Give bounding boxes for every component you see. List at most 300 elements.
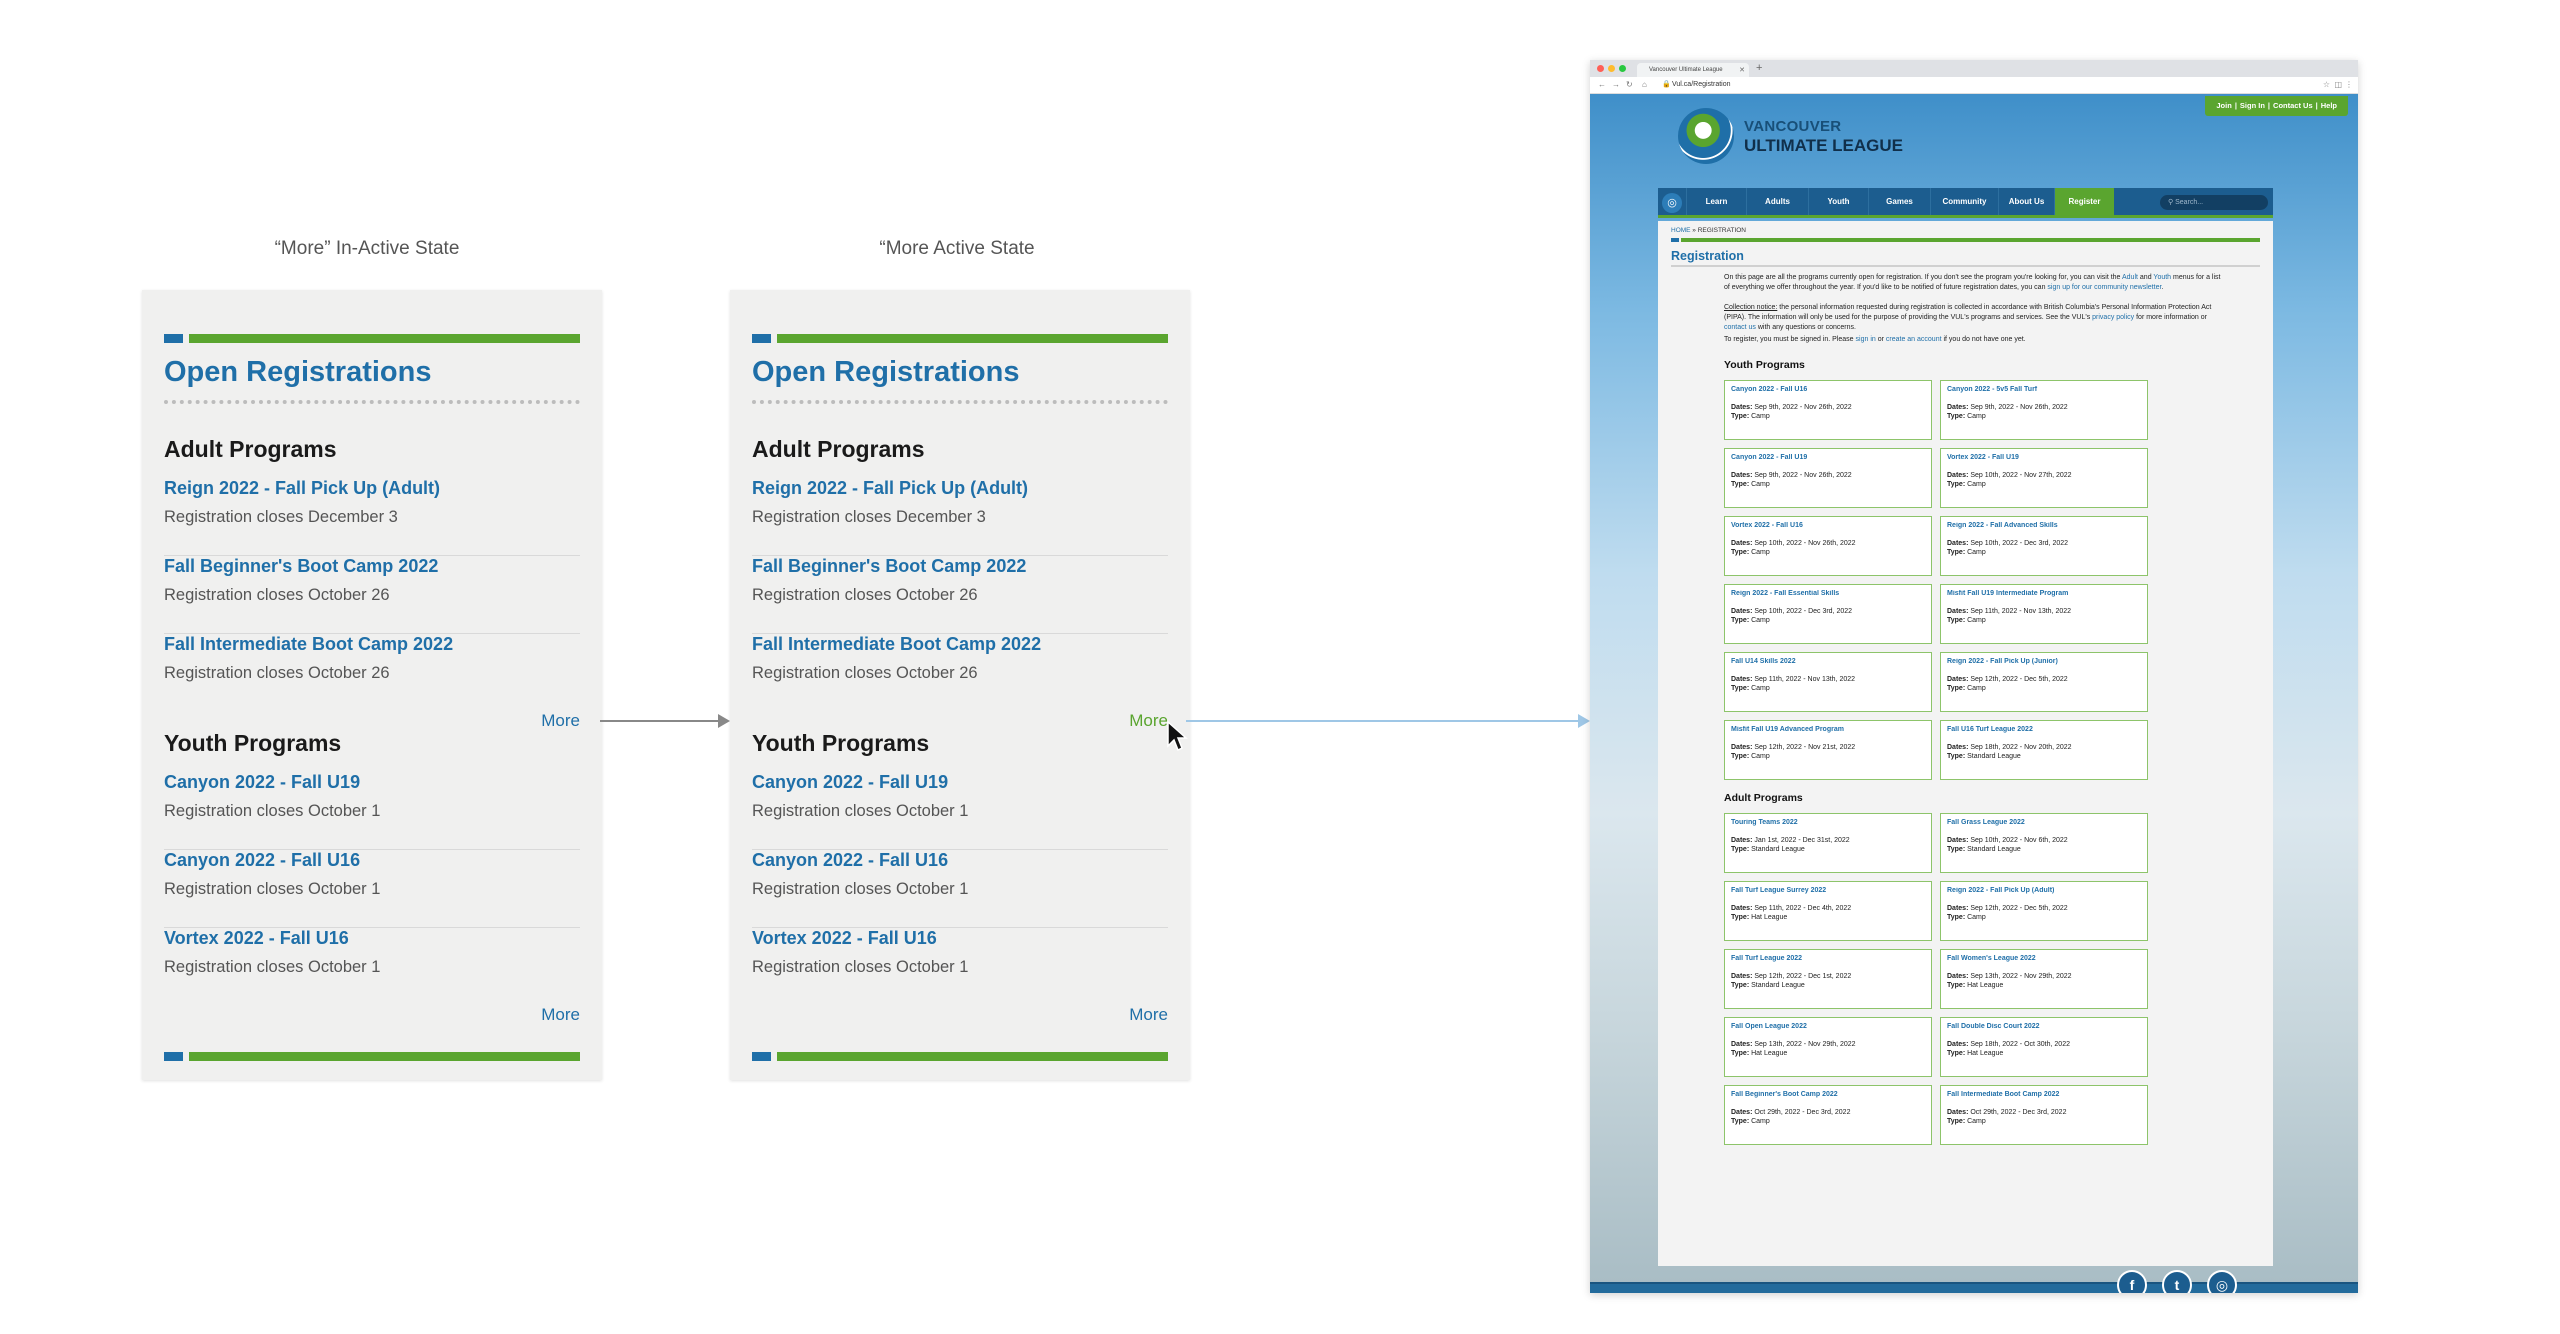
create-account-link[interactable]: create an account xyxy=(1885,336,1942,343)
utility-links: Join | Sign In | Contact Us | Help xyxy=(2205,96,2348,116)
content-accent-bar xyxy=(1671,238,2260,242)
page-title: Registration xyxy=(1671,249,1744,263)
dates-label: Dates: xyxy=(1731,404,1753,411)
list-item xyxy=(752,772,1168,850)
registration-closes: Registration closes October 1 xyxy=(752,958,969,976)
program-card-title[interactable]: Fall Double Disc Court 2022 xyxy=(1947,1023,2040,1030)
bookmark-star-icon[interactable]: ☆ xyxy=(2322,80,2330,89)
minimize-window-icon[interactable] xyxy=(1608,65,1615,72)
program-card-type xyxy=(1947,617,2141,624)
twitter-icon[interactable]: t xyxy=(2162,1270,2192,1293)
registration-closes: Registration closes October 1 xyxy=(164,880,381,898)
program-card xyxy=(1940,380,2148,440)
program-card-type xyxy=(1731,413,1925,420)
dates-label: Dates: xyxy=(1947,404,1969,411)
program-card-type xyxy=(1947,481,2141,488)
sign-in-inline-link[interactable]: sign in xyxy=(1855,336,1876,343)
notice-text: the personal information requested during registration is collected in accordance with British Columbia's Personal Information Protection Act (PIPA). The information will only be used for the purpose of providing the VUL's programs and services. See the VUL's xyxy=(1724,304,2212,321)
program-card-type xyxy=(1947,685,2141,692)
program-card xyxy=(1724,380,1932,440)
program-link[interactable]: Reign 2022 - Fall Pick Up (Adult) xyxy=(752,478,1029,498)
youth-programs-heading: Youth Programs xyxy=(1724,359,1805,371)
type-value: Camp xyxy=(1751,549,1770,556)
nav-community[interactable]: Community xyxy=(1930,188,1998,215)
sign-in-link[interactable]: Sign In xyxy=(2239,101,2265,110)
newsletter-signup-link[interactable]: sign up for our community newsletter xyxy=(2047,283,2162,291)
dates-value: Sep 18th, 2022 - Oct 30th, 2022 xyxy=(1970,1041,2070,1048)
program-link[interactable]: Fall Beginner's Boot Camp 2022 xyxy=(752,556,1027,576)
more-adult-link[interactable]: More xyxy=(541,711,580,730)
dates-value: Sep 10th, 2022 - Nov 27th, 2022 xyxy=(1970,472,2072,479)
program-card xyxy=(1724,720,1932,780)
browser-menu-icon[interactable]: ⋮ xyxy=(2345,80,2353,89)
forward-icon[interactable]: → xyxy=(1612,80,1620,89)
dotted-divider xyxy=(164,400,580,404)
program-card-type xyxy=(1947,549,2141,556)
program-card-dates xyxy=(1947,973,2141,980)
dates-label: Dates: xyxy=(1947,472,1969,479)
program-card-type xyxy=(1947,982,2141,989)
program-card-title[interactable]: Misfit Fall U19 Intermediate Program xyxy=(1947,590,2069,597)
mouse-pointer-icon xyxy=(1166,720,1190,752)
type-label: Type: xyxy=(1947,1050,1966,1057)
program-card-dates xyxy=(1947,744,2141,751)
list-item xyxy=(752,850,1168,928)
type-label: Type: xyxy=(1947,481,1966,488)
program-card-dates xyxy=(1947,404,2141,411)
program-card-type xyxy=(1731,914,1925,921)
type-value: Camp xyxy=(1751,413,1770,420)
program-card-title[interactable]: Reign 2022 - Fall Essential Skills xyxy=(1731,590,1840,597)
program-card-type xyxy=(1947,1118,2141,1125)
program-card xyxy=(1724,881,1932,941)
program-card-title[interactable]: Misfit Fall U19 Advanced Program xyxy=(1731,726,1844,733)
dates-label: Dates: xyxy=(1731,472,1753,479)
program-card-title[interactable]: Fall Beginner's Boot Camp 2022 xyxy=(1731,1091,1838,1098)
program-card-dates xyxy=(1947,676,2141,683)
list-item xyxy=(752,634,1168,712)
registration-closes: Registration closes December 3 xyxy=(752,508,986,526)
program-card-type xyxy=(1947,914,2141,921)
program-card-title[interactable]: Canyon 2022 - Fall U19 xyxy=(1731,454,1808,461)
intro-text: and xyxy=(2137,274,2154,281)
program-card xyxy=(1940,813,2148,873)
program-card-dates xyxy=(1947,472,2141,479)
privacy-policy-link[interactable]: privacy policy xyxy=(2092,313,2135,321)
registration-closes: Registration closes October 1 xyxy=(164,802,381,820)
program-card xyxy=(1940,949,2148,1009)
home-disc-icon[interactable]: ◎ xyxy=(1662,193,1682,213)
logo-text-line1: VANCOUVER xyxy=(1744,118,1842,135)
dates-value: Sep 12th, 2022 - Dec 1st, 2022 xyxy=(1754,973,1852,980)
type-label: Type: xyxy=(1731,549,1750,556)
lock-icon: 🔒 xyxy=(1662,81,1671,88)
nav-register[interactable]: Register xyxy=(2054,188,2114,215)
program-card-title[interactable]: Reign 2022 - Fall Pick Up (Adult) xyxy=(1947,887,2055,894)
widget-title: Open Registrations xyxy=(164,356,432,388)
program-card-dates xyxy=(1731,837,1925,844)
type-label: Type: xyxy=(1731,413,1750,420)
program-card-dates xyxy=(1731,676,1925,683)
program-card-dates xyxy=(1731,1041,1925,1048)
program-card xyxy=(1724,1085,1932,1145)
program-card-title[interactable]: Fall Open League 2022 xyxy=(1731,1023,1807,1030)
type-value: Camp xyxy=(1751,617,1770,624)
youth-programs-heading: Youth Programs xyxy=(164,730,342,756)
type-value: Camp xyxy=(1967,914,1986,921)
open-registrations-widget-inactive xyxy=(142,290,602,1080)
breadcrumb-current: REGISTRATION xyxy=(1697,227,1747,234)
program-card-title[interactable]: Canyon 2022 - 5v5 Fall Turf xyxy=(1947,386,2038,393)
program-card-dates xyxy=(1947,905,2141,912)
dates-value: Sep 9th, 2022 - Nov 26th, 2022 xyxy=(1754,404,1852,411)
type-label: Type: xyxy=(1947,413,1966,420)
intro-text: . xyxy=(2161,283,2164,291)
dates-label: Dates: xyxy=(1731,837,1753,844)
browser-tab-strip xyxy=(1590,60,2358,77)
program-card-dates xyxy=(1947,540,2141,547)
program-card xyxy=(1940,1085,2148,1145)
active-state-caption: “More Active State xyxy=(879,238,1035,259)
program-card xyxy=(1724,813,1932,873)
program-card-title[interactable]: Fall Turf League 2022 xyxy=(1731,955,1803,962)
program-card xyxy=(1724,1017,1932,1077)
type-value: Camp xyxy=(1967,617,1986,624)
type-value: Camp xyxy=(1751,481,1770,488)
dotted-divider xyxy=(752,400,1168,404)
collection-notice-label: Collection notice: xyxy=(1724,304,1778,311)
signin-text: if you do not have one yet. xyxy=(1941,336,2026,343)
inactive-state-caption: “More” In-Active State xyxy=(274,238,460,259)
registration-closes: Registration closes October 26 xyxy=(164,586,390,604)
program-card xyxy=(1940,881,2148,941)
type-value: Camp xyxy=(1751,753,1770,760)
new-tab-icon[interactable]: + xyxy=(1756,62,1763,74)
program-card-dates xyxy=(1731,608,1925,615)
dates-value: Sep 13th, 2022 - Nov 29th, 2022 xyxy=(1754,1041,1856,1048)
dates-value: Jan 1st, 2022 - Dec 31st, 2022 xyxy=(1754,837,1850,844)
dates-label: Dates: xyxy=(1731,676,1753,683)
website-page xyxy=(1590,94,2358,1293)
dates-value: Sep 10th, 2022 - Nov 26th, 2022 xyxy=(1754,540,1856,547)
program-link[interactable]: Fall Beginner's Boot Camp 2022 xyxy=(164,556,439,576)
type-value: Standard League xyxy=(1967,753,2021,760)
extensions-icon[interactable]: ◫ xyxy=(2334,80,2342,89)
program-card-dates xyxy=(1947,837,2141,844)
nav-games[interactable]: Games xyxy=(1868,188,1930,215)
program-card-dates xyxy=(1731,973,1925,980)
dates-label: Dates: xyxy=(1731,973,1753,980)
dates-value: Sep 11th, 2022 - Nov 13th, 2022 xyxy=(1970,608,2072,615)
dates-label: Dates: xyxy=(1947,1041,1969,1048)
list-item xyxy=(164,634,580,712)
program-card-title[interactable]: Fall Turf League Surrey 2022 xyxy=(1731,887,1827,894)
dates-value: Sep 10th, 2022 - Nov 6th, 2022 xyxy=(1970,837,2068,844)
instagram-icon[interactable]: ◎ xyxy=(2207,1270,2237,1293)
type-label: Type: xyxy=(1731,846,1750,853)
maximize-window-icon[interactable] xyxy=(1619,65,1626,72)
contact-us-link[interactable]: Contact Us xyxy=(2273,101,2313,110)
reload-icon[interactable]: ↻ xyxy=(1626,80,1633,89)
type-value: Camp xyxy=(1967,549,1986,556)
program-link[interactable]: Reign 2022 - Fall Pick Up (Adult) xyxy=(164,478,441,498)
program-card-title[interactable]: Touring Teams 2022 xyxy=(1731,819,1798,826)
more-adult-link-hover[interactable]: More xyxy=(1129,711,1168,730)
adult-menu-link[interactable]: Adult xyxy=(2122,274,2138,281)
dates-label: Dates: xyxy=(1731,905,1753,912)
breadcrumb xyxy=(1671,227,1746,234)
content-panel xyxy=(1658,221,2273,1266)
back-icon[interactable]: ← xyxy=(1598,80,1606,89)
type-value: Hat League xyxy=(1967,1050,2004,1057)
program-card-title[interactable]: Fall U14 Skills 2022 xyxy=(1731,658,1796,665)
list-item xyxy=(752,928,1168,1006)
program-card-title[interactable]: Reign 2022 - Fall Pick Up (Junior) xyxy=(1947,658,2058,665)
program-link[interactable]: Vortex 2022 - Fall U16 xyxy=(164,928,349,948)
more-youth-link[interactable]: More xyxy=(1129,1005,1168,1024)
program-card xyxy=(1724,949,1932,1009)
signin-text: or xyxy=(1875,336,1886,343)
list-item xyxy=(164,478,580,556)
program-card-title[interactable]: Fall Intermediate Boot Camp 2022 xyxy=(1947,1091,2060,1098)
arrow-head-icon xyxy=(718,714,730,728)
list-item xyxy=(164,850,580,928)
dates-label: Dates: xyxy=(1947,744,1969,751)
dates-label: Dates: xyxy=(1947,540,1969,547)
type-value: Camp xyxy=(1967,685,1986,692)
registration-closes: Registration closes October 26 xyxy=(164,664,390,682)
dates-value: Sep 12th, 2022 - Nov 21st, 2022 xyxy=(1754,744,1856,751)
program-card xyxy=(1724,584,1932,644)
program-card-dates xyxy=(1731,1109,1925,1116)
program-card-dates xyxy=(1731,472,1925,479)
dates-value: Sep 11th, 2022 - Dec 4th, 2022 xyxy=(1754,905,1852,912)
main-navigation xyxy=(1658,188,2273,218)
title-divider xyxy=(1671,265,2260,267)
program-card-type xyxy=(1731,481,1925,488)
program-card-dates xyxy=(1731,744,1925,751)
browser-tab[interactable] xyxy=(1637,63,1749,77)
browser-address-bar xyxy=(1590,77,2358,94)
program-link[interactable]: Canyon 2022 - Fall U16 xyxy=(164,850,361,870)
program-card-type xyxy=(1731,549,1925,556)
registration-closes: Registration closes October 26 xyxy=(752,586,978,604)
widget-top-bar xyxy=(164,334,580,343)
dates-label: Dates: xyxy=(1947,837,1969,844)
dates-value: Sep 9th, 2022 - Nov 26th, 2022 xyxy=(1970,404,2068,411)
type-label: Type: xyxy=(1731,1050,1750,1057)
program-card-type xyxy=(1947,1050,2141,1057)
type-value: Hat League xyxy=(1751,1050,1788,1057)
registration-closes: Registration closes October 1 xyxy=(164,958,381,976)
facebook-icon[interactable]: f xyxy=(2117,1270,2147,1293)
site-search-input[interactable] xyxy=(2160,195,2268,210)
type-label: Type: xyxy=(1731,617,1750,624)
type-label: Type: xyxy=(1947,982,1966,989)
notice-text: with any questions or concerns. xyxy=(1755,323,1856,331)
program-link[interactable]: Fall Intermediate Boot Camp 2022 xyxy=(752,634,1042,654)
adult-programs-heading: Adult Programs xyxy=(752,436,925,462)
program-card-title[interactable]: Fall Women's League 2022 xyxy=(1947,955,2036,962)
dates-label: Dates: xyxy=(1947,1109,1969,1116)
more-youth-link[interactable]: More xyxy=(541,1005,580,1024)
nav-adults[interactable]: Adults xyxy=(1746,188,1808,215)
open-registrations-widget-active xyxy=(730,290,1190,1080)
widget-title: Open Registrations xyxy=(752,356,1020,388)
program-card xyxy=(1724,652,1932,712)
program-card xyxy=(1724,448,1932,508)
program-card-title[interactable]: Vortex 2022 - Fall U16 xyxy=(1731,522,1803,529)
type-label: Type: xyxy=(1947,846,1966,853)
dates-label: Dates: xyxy=(1947,608,1969,615)
program-card-title[interactable]: Fall Grass League 2022 xyxy=(1947,819,2025,826)
program-card-type xyxy=(1731,1118,1925,1125)
contact-us-link[interactable]: contact us xyxy=(1724,323,1756,331)
signin-text: To register, you must be signed in. Please xyxy=(1724,336,1856,343)
type-label: Type: xyxy=(1947,914,1966,921)
adult-programs-heading: Adult Programs xyxy=(1724,792,1803,804)
browser-window xyxy=(1590,60,2358,1293)
dates-label: Dates: xyxy=(1731,540,1753,547)
dates-label: Dates: xyxy=(1947,973,1969,980)
type-value: Camp xyxy=(1967,481,1986,488)
adult-programs-heading: Adult Programs xyxy=(164,436,337,462)
program-link[interactable]: Canyon 2022 - Fall U16 xyxy=(752,850,949,870)
type-value: Standard League xyxy=(1967,846,2021,853)
type-label: Type: xyxy=(1947,617,1966,624)
program-card-title[interactable]: Canyon 2022 - Fall U16 xyxy=(1731,386,1808,393)
program-card xyxy=(1940,448,2148,508)
program-card-type xyxy=(1731,617,1925,624)
program-card-type xyxy=(1731,982,1925,989)
program-card-dates xyxy=(1731,540,1925,547)
intro-paragraph xyxy=(1724,273,2224,293)
list-item xyxy=(164,772,580,850)
dates-value: Sep 12th, 2022 - Dec 5th, 2022 xyxy=(1970,676,2068,683)
program-card-type xyxy=(1947,753,2141,760)
dates-label: Dates: xyxy=(1731,608,1753,615)
search-placeholder: Search... xyxy=(2175,199,2204,206)
flow-arrow xyxy=(600,720,722,722)
program-card-type xyxy=(1947,413,2141,420)
youth-menu-link[interactable]: Youth xyxy=(2153,274,2172,281)
nav-about-us[interactable]: About Us xyxy=(1998,188,2054,215)
program-card-dates xyxy=(1947,1109,2141,1116)
program-link[interactable]: Fall Intermediate Boot Camp 2022 xyxy=(164,634,454,654)
nav-learn[interactable]: Learn xyxy=(1686,188,1746,215)
type-label: Type: xyxy=(1947,1118,1966,1125)
vul-logo[interactable] xyxy=(1678,108,1734,164)
program-card-type xyxy=(1731,1050,1925,1057)
program-card-title[interactable]: Reign 2022 - Fall Advanced Skills xyxy=(1947,522,2058,529)
intro-text: menus for a list of everything we offer throughout the year. If you'd like to be notified of future registration dates, you can xyxy=(1724,274,2221,291)
widget-bottom-bar xyxy=(164,1052,580,1061)
type-value: Hat League xyxy=(1967,982,2004,989)
program-card xyxy=(1940,584,2148,644)
type-label: Type: xyxy=(1947,685,1966,692)
flow-arrow xyxy=(1186,720,1582,722)
site-footer xyxy=(1590,1284,2358,1293)
dates-label: Dates: xyxy=(1947,676,1969,683)
program-card xyxy=(1724,516,1932,576)
registration-closes: Registration closes October 26 xyxy=(752,664,978,682)
program-card-type xyxy=(1731,753,1925,760)
registration-closes: Registration closes October 1 xyxy=(752,880,969,898)
notice-text: for more information or xyxy=(2134,313,2207,321)
close-window-icon[interactable] xyxy=(1597,65,1604,72)
nav-youth[interactable]: Youth xyxy=(1808,188,1868,215)
program-card-title[interactable]: Vortex 2022 - Fall U19 xyxy=(1947,454,2019,461)
program-card xyxy=(1940,516,2148,576)
program-card-title[interactable]: Fall U16 Turf League 2022 xyxy=(1947,726,2033,733)
program-card-type xyxy=(1947,846,2141,853)
program-card-dates xyxy=(1947,608,2141,615)
registration-closes: Registration closes December 3 xyxy=(164,508,398,526)
type-label: Type: xyxy=(1947,549,1966,556)
type-label: Type: xyxy=(1731,481,1750,488)
breadcrumb-home[interactable]: HOME xyxy=(1671,227,1691,234)
type-label: Type: xyxy=(1731,1118,1750,1125)
home-icon[interactable]: ⌂ xyxy=(1642,80,1647,89)
url-input[interactable]: Vul.ca/Registration xyxy=(1672,81,1731,88)
dates-value: Sep 13th, 2022 - Nov 29th, 2022 xyxy=(1970,973,2072,980)
program-link[interactable]: Canyon 2022 - Fall U19 xyxy=(752,772,949,792)
type-label: Type: xyxy=(1731,753,1750,760)
dates-value: Sep 11th, 2022 - Nov 13th, 2022 xyxy=(1754,676,1856,683)
sign-in-paragraph xyxy=(1724,335,2224,345)
logo-text-line2: ULTIMATE LEAGUE xyxy=(1744,136,1903,155)
dates-value: Oct 29th, 2022 - Dec 3rd, 2022 xyxy=(1754,1109,1851,1116)
help-link[interactable]: Help xyxy=(2320,101,2337,110)
dates-value: Sep 12th, 2022 - Dec 5th, 2022 xyxy=(1970,905,2068,912)
type-value: Camp xyxy=(1967,413,1986,420)
dates-label: Dates: xyxy=(1947,905,1969,912)
type-label: Type: xyxy=(1731,914,1750,921)
type-value: Hat League xyxy=(1751,914,1788,921)
program-link[interactable]: Vortex 2022 - Fall U16 xyxy=(752,928,937,948)
intro-text: On this page are all the programs currently open for registration. If you don't see the program you're looking for, you can visit the xyxy=(1724,274,2122,281)
close-tab-icon[interactable]: ✕ xyxy=(1739,67,1745,74)
program-card-dates xyxy=(1947,1041,2141,1048)
dates-value: Sep 10th, 2022 - Dec 3rd, 2022 xyxy=(1754,608,1853,615)
type-label: Type: xyxy=(1731,685,1750,692)
arrow-head-icon xyxy=(1578,714,1590,728)
type-value: Camp xyxy=(1751,685,1770,692)
list-item xyxy=(752,556,1168,634)
dates-label: Dates: xyxy=(1731,1041,1753,1048)
program-link[interactable]: Canyon 2022 - Fall U19 xyxy=(164,772,361,792)
widget-top-bar xyxy=(752,334,1168,343)
widget-bottom-bar xyxy=(752,1052,1168,1061)
list-item xyxy=(164,928,580,1006)
program-card-type xyxy=(1731,846,1925,853)
registration-closes: Registration closes October 1 xyxy=(752,802,969,820)
dates-label: Dates: xyxy=(1731,744,1753,751)
breadcrumb-separator: » xyxy=(1690,227,1698,234)
search-icon: ⚲ xyxy=(2168,199,2174,206)
dates-label: Dates: xyxy=(1731,1109,1753,1116)
type-value: Camp xyxy=(1751,1118,1770,1125)
tab-title: Vancouver Ultimate League xyxy=(1649,67,1723,73)
type-value: Standard League xyxy=(1751,846,1805,853)
collection-notice-paragraph xyxy=(1724,303,2224,332)
program-card-type xyxy=(1731,685,1925,692)
dates-value: Sep 9th, 2022 - Nov 26th, 2022 xyxy=(1754,472,1852,479)
join-link[interactable]: Join xyxy=(2216,101,2232,110)
type-label: Type: xyxy=(1947,753,1966,760)
type-value: Standard League xyxy=(1751,982,1805,989)
type-label: Type: xyxy=(1731,982,1750,989)
